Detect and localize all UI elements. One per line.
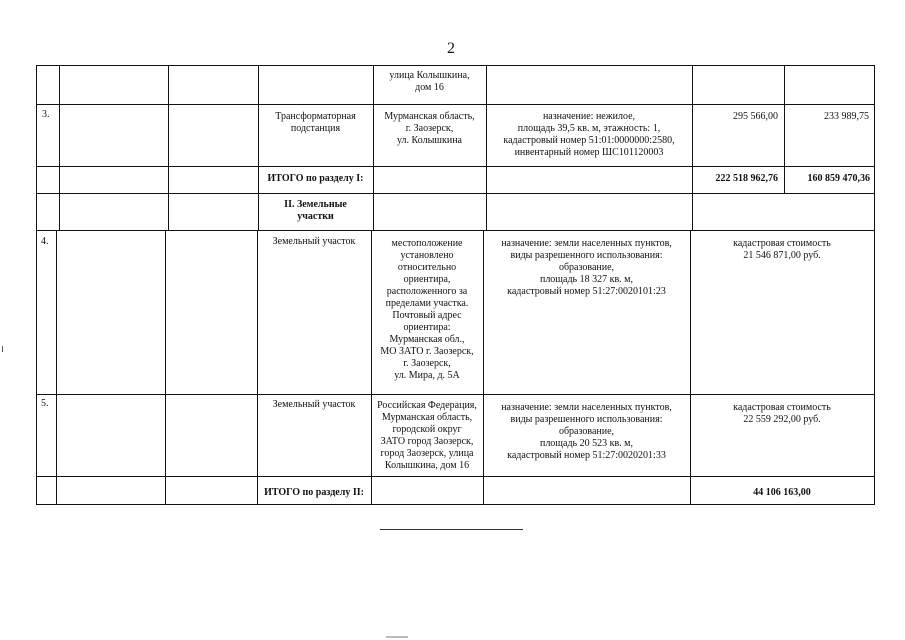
section-total-value: 44 106 163,00 xyxy=(753,487,811,498)
table-rule xyxy=(168,65,169,230)
table-rule xyxy=(56,230,57,504)
address-line: Колышкина, дом 16 xyxy=(384,460,470,471)
address-line: г. Заозерск, xyxy=(403,358,451,369)
object-name: Земельный участок xyxy=(272,236,356,247)
address-line: установлено xyxy=(400,250,454,261)
cadastral-value: кадастровая стоимость xyxy=(733,238,831,249)
characteristics-line: образование, xyxy=(558,426,615,437)
table-rule xyxy=(36,65,37,230)
characteristics-line: кадастровый номер 51:01:0000000:2580, xyxy=(503,135,675,146)
scan-mark xyxy=(2,346,3,352)
page-number: 2 xyxy=(447,40,455,57)
row-number: 3. xyxy=(42,109,50,120)
table-rule xyxy=(36,476,875,477)
characteristics-line: площадь 20 523 кв. м, xyxy=(539,438,634,449)
address-line: улица Колышкина, xyxy=(389,70,470,81)
address-line: город Заозерск, улица xyxy=(380,448,474,459)
characteristics-line: инвентарный номер ШС101120003 xyxy=(514,147,664,158)
section-heading: участки xyxy=(297,211,334,222)
table-rule xyxy=(874,65,875,230)
cadastral-value: 22 559 292,00 руб. xyxy=(743,414,821,425)
address-line: городской округ xyxy=(392,424,462,435)
characteristics-line: образование, xyxy=(558,262,615,273)
table-rule xyxy=(36,230,875,231)
table-rule xyxy=(36,193,875,194)
object-name: Земельный участок xyxy=(272,399,356,410)
characteristics-line: назначение: нежилое, xyxy=(542,111,636,122)
address-line: расположенного за xyxy=(386,286,468,297)
characteristics-line: кадастровый номер 51:27:0020201:33 xyxy=(507,450,666,461)
table-rule xyxy=(59,65,60,230)
section-heading: II. Земельные xyxy=(284,199,347,210)
address-line: МО ЗАТО г. Заозерск, xyxy=(380,346,474,357)
address-line: пределами участка. xyxy=(385,298,469,309)
table-rule xyxy=(690,230,691,504)
table-rule xyxy=(257,230,258,504)
balance-value: 295 566,00 xyxy=(733,111,778,122)
table-rule xyxy=(36,504,875,505)
characteristics-line: назначение: земли населенных пунктов, xyxy=(501,238,672,249)
row-number: 4. xyxy=(41,236,49,247)
characteristics-line: виды разрешенного использования: xyxy=(510,250,663,261)
address-line: ул. Колышкина xyxy=(397,135,462,146)
characteristics-line: виды разрешенного использования: xyxy=(510,414,663,425)
table-rule xyxy=(36,394,875,395)
separator-line xyxy=(380,529,523,530)
section-total-label: ИТОГО по разделу II: xyxy=(264,487,364,498)
address-line: ориентира, xyxy=(403,274,451,285)
characteristics-line: площадь 39,5 кв. м, этажность: 1, xyxy=(517,123,661,134)
table-rule xyxy=(36,166,875,167)
address-line: ориентира: xyxy=(403,322,451,333)
address-line: Мурманская область, xyxy=(384,111,475,122)
table-rule xyxy=(36,104,875,105)
object-name: Трансформаторная xyxy=(275,111,356,122)
address-line: г. Заозерск, xyxy=(405,123,454,134)
table-rule xyxy=(692,193,693,230)
characteristics-line: площадь 18 327 кв. м, xyxy=(539,274,634,285)
address-line: Мурманская область, xyxy=(381,412,473,423)
table-rule xyxy=(36,230,37,504)
cadastral-value: 21 546 871,00 руб. xyxy=(743,250,821,261)
scan-mark xyxy=(386,636,408,638)
address-line: ул. Мира, д. 5А xyxy=(394,370,460,381)
address-line: Почтовый адрес xyxy=(392,310,462,321)
residual-value: 233 989,75 xyxy=(824,111,869,122)
object-name: подстанция xyxy=(290,123,341,134)
section-total-value: 160 859 470,36 xyxy=(807,173,870,184)
address-line: Российская Федерация, xyxy=(377,400,477,411)
table-rule xyxy=(874,230,875,504)
cadastral-value: кадастровая стоимость xyxy=(733,402,831,413)
section-total-label: ИТОГО по разделу I: xyxy=(267,173,364,184)
characteristics-line: назначение: земли населенных пунктов, xyxy=(501,402,672,413)
address-line: ЗАТО город Заозерск, xyxy=(380,436,474,447)
row-number: 5. xyxy=(41,398,49,409)
section-total-value: 222 518 962,76 xyxy=(715,173,778,184)
address-line: относительно xyxy=(397,262,457,273)
table-rule xyxy=(165,230,166,504)
table-rule xyxy=(36,65,875,66)
address-line: местоположение xyxy=(391,238,463,249)
address-line: Мурманская обл., xyxy=(389,334,465,345)
address-line: дом 16 xyxy=(415,82,444,93)
characteristics-line: кадастровый номер 51:27:0020101:23 xyxy=(507,286,666,297)
